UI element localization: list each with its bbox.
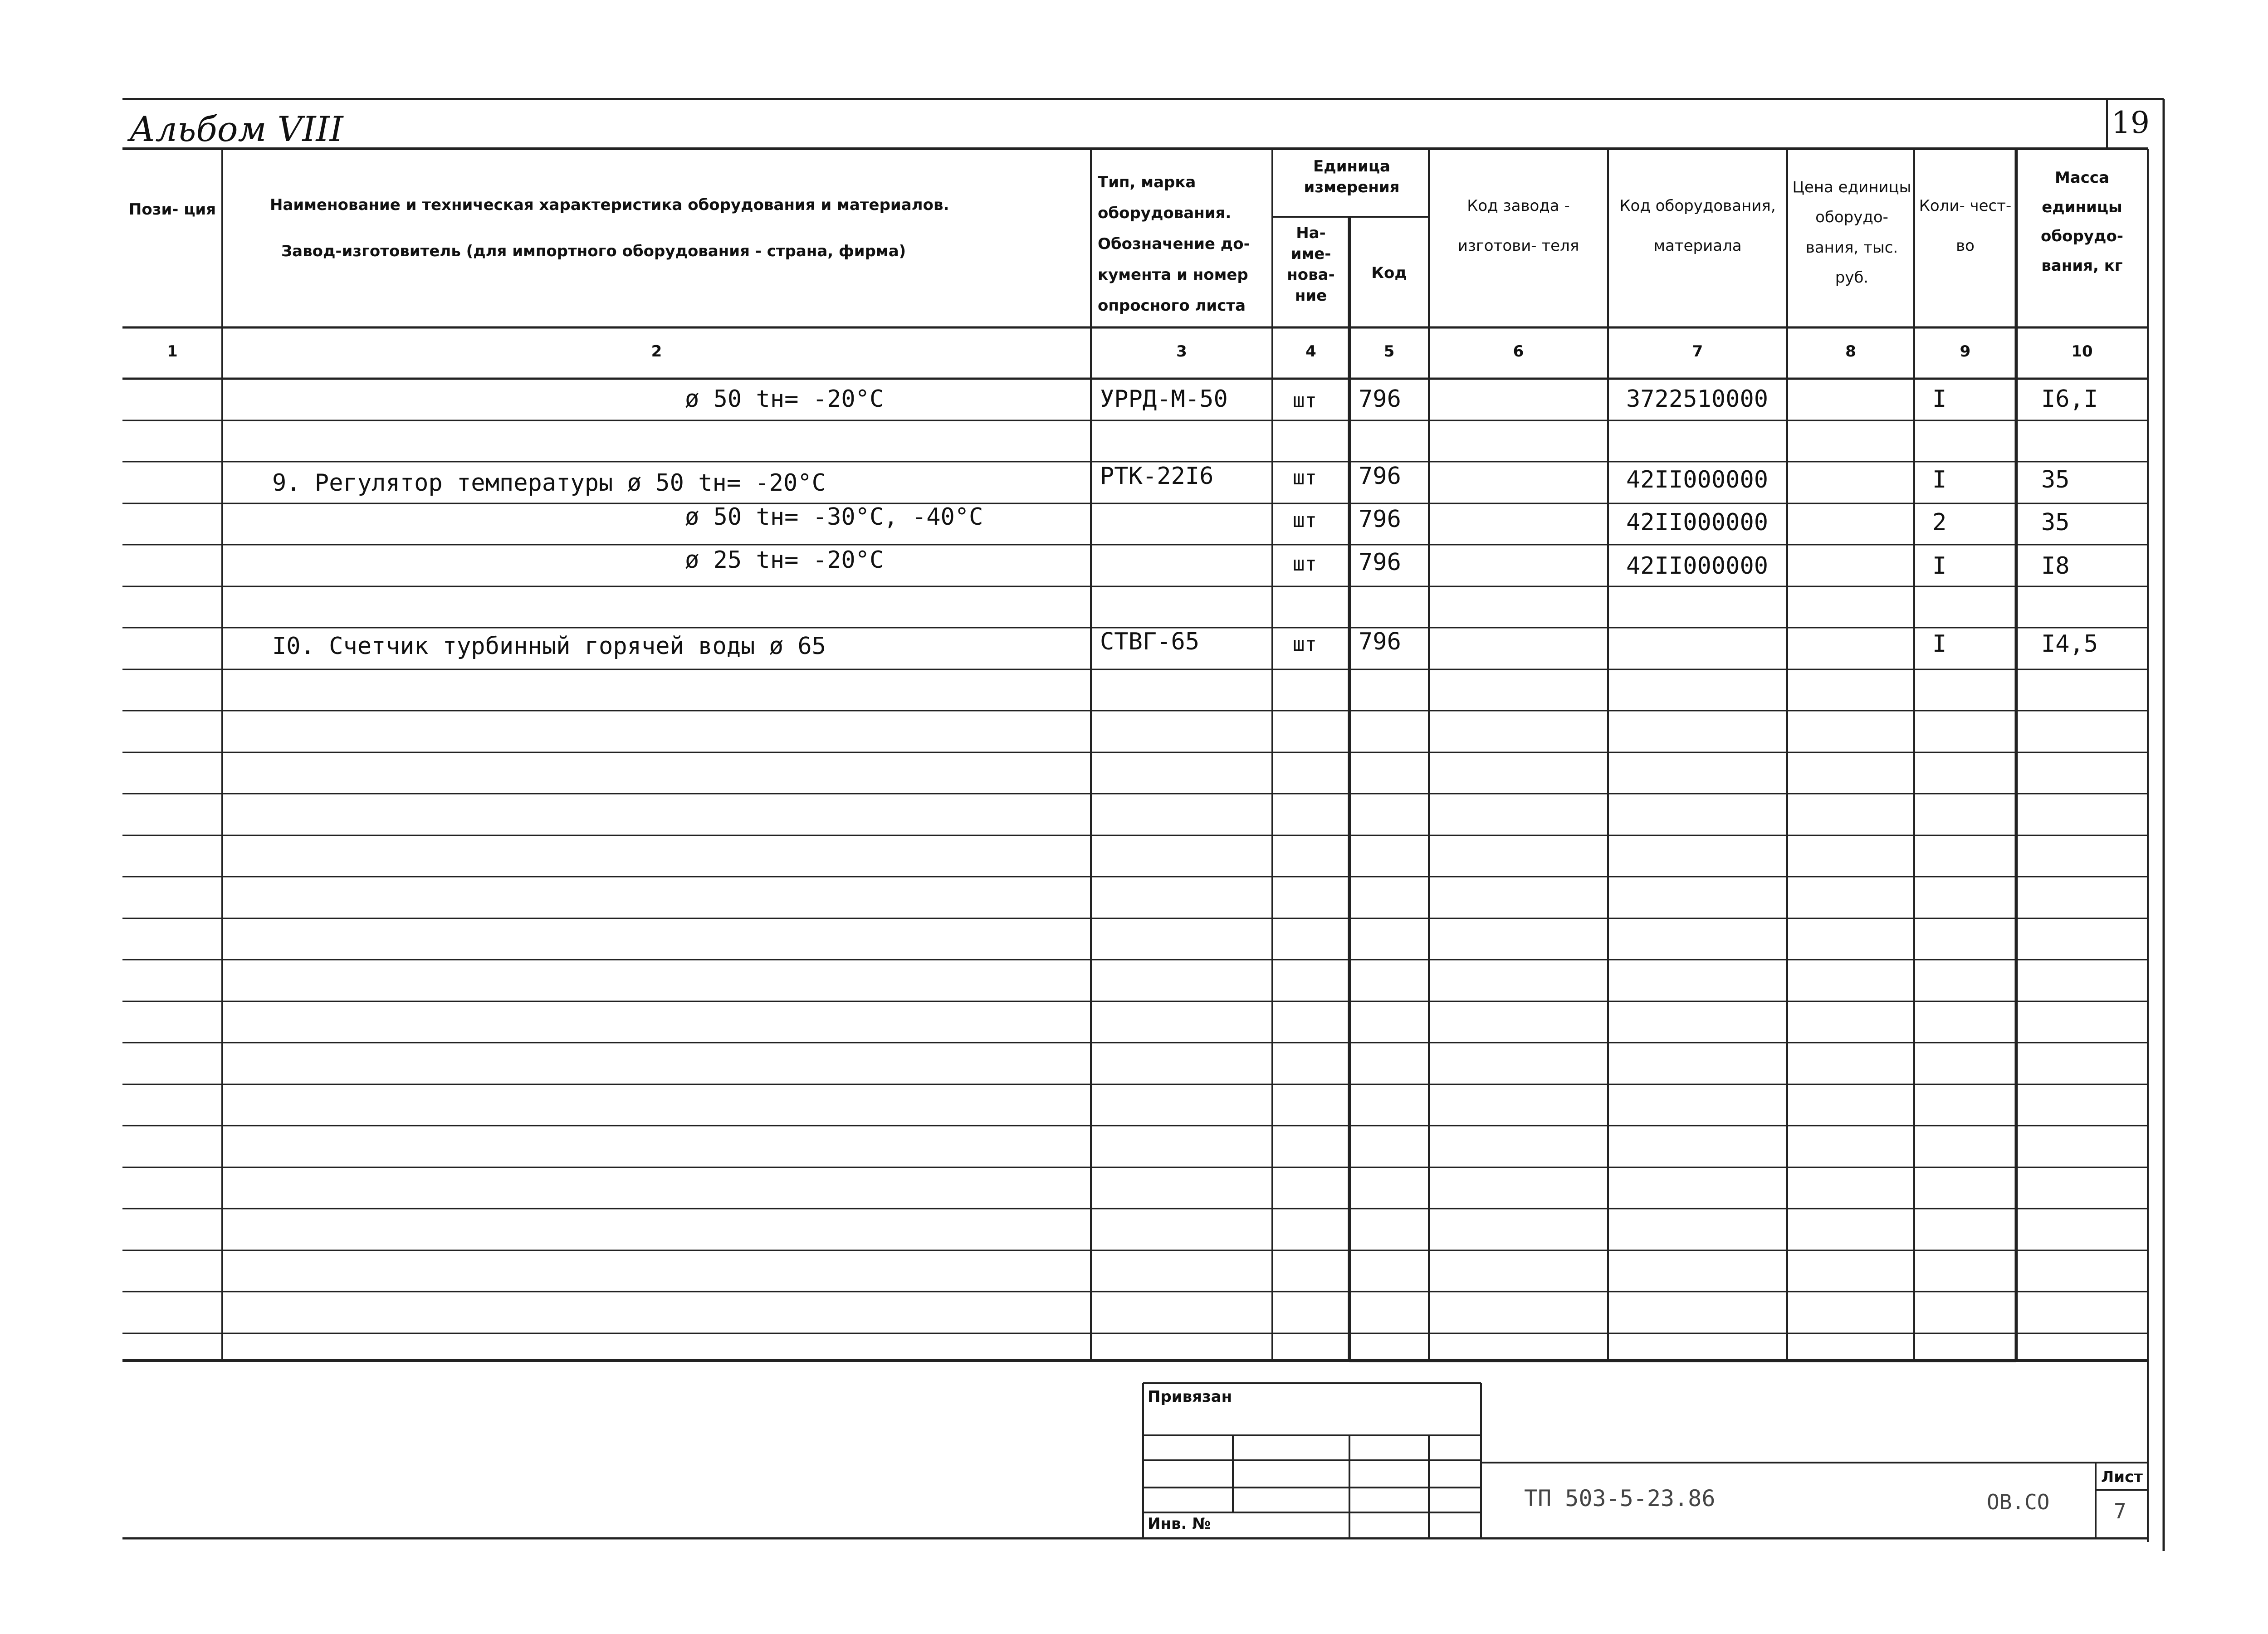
row-2-unit-code: 796 [1359, 463, 1401, 490]
header-factory-code: Код завода - изготови- теля [1457, 197, 1579, 255]
row-3-quantity: 2 [1932, 509, 1947, 536]
row-1-quantity: I [1932, 385, 1947, 413]
row-1-unit: шт [1293, 389, 1317, 412]
row-2-name: 9. Регулятор температуры ø 50 tн= -20°С [272, 469, 826, 497]
header-name-line1: Наименование и техническая характеристика оборудования и материалов. [270, 196, 949, 214]
row-1-mass: I6,I [2041, 385, 2098, 413]
header-position: Пози- ция [128, 200, 216, 219]
row-1-name: ø 50 tн= -20°С [685, 385, 884, 413]
row-5-unit-code: 796 [1359, 628, 1401, 655]
linked-label: Привязан [1148, 1388, 1232, 1406]
column-number: 6 [1513, 342, 1524, 361]
row-3-unit: шт [1293, 509, 1317, 532]
sheet-label: Лист [2101, 1468, 2143, 1486]
section-code: ОВ.СО [1987, 1490, 2050, 1514]
row-5-quantity: I [1932, 630, 1947, 658]
header-mass: Масса единицы оборудо- вания, кг [2041, 169, 2123, 275]
row-2-mass: 35 [2041, 466, 2070, 493]
sheet-number: 19 [2112, 105, 2150, 140]
row-2-unit: шт [1293, 466, 1317, 489]
column-number: 5 [1383, 342, 1395, 361]
row-5-unit: шт [1293, 633, 1317, 656]
header-unit-name: На- име- нова- ние [1287, 224, 1335, 305]
row-1-type: УРРД-М-50 [1100, 385, 1228, 413]
row-4-mass: I8 [2041, 552, 2070, 580]
row-2-type: РТК-22I6 [1100, 463, 1214, 490]
inventory-number-label: Инв. № [1148, 1515, 1211, 1533]
header-type: Тип, марка оборудования. Обозначение до- кумента и номер опросного листа [1098, 173, 1250, 315]
column-number: 7 [1692, 342, 1703, 361]
row-4-unit-code: 796 [1359, 549, 1401, 576]
column-number: 4 [1305, 342, 1316, 361]
row-3-mass: 35 [2041, 509, 2070, 536]
row-3-unit-code: 796 [1359, 506, 1401, 533]
row-4-name: ø 25 tн= -20°С [685, 546, 884, 574]
header-price: Цена единицы оборудо- вания, тыс. руб. [1792, 178, 1911, 287]
column-number: 8 [1845, 342, 1856, 361]
album-title: Альбом VIII [129, 109, 343, 149]
row-3-name: ø 50 tн= -30°С, -40°С [685, 503, 983, 531]
row-1-equipment-code: 3722510000 [1626, 385, 1769, 413]
row-1-unit-code: 796 [1359, 385, 1401, 413]
column-number: 2 [651, 342, 662, 361]
header-quantity: Коли- чест- во [1919, 197, 2012, 255]
row-5-type: СТВГ-65 [1100, 628, 1200, 655]
header-name-line2: Завод-изготовитель (для импортного оборудования - страна, фирма) [281, 242, 906, 260]
column-number: 1 [167, 342, 178, 361]
header-unit-group: Единица измерения [1304, 157, 1400, 196]
column-number: 10 [2071, 342, 2093, 361]
row-2-equipment-code: 42II000000 [1626, 466, 1769, 493]
header-equipment-code: Код оборудования, материала [1619, 197, 1776, 255]
row-4-quantity: I [1932, 552, 1947, 580]
column-number: 3 [1176, 342, 1187, 361]
document-code: ТП 503-5-23.86 [1524, 1485, 1716, 1512]
row-2-quantity: I [1932, 466, 1947, 493]
sheet-value: 7 [2114, 1499, 2126, 1523]
header-unit-code: Код [1371, 264, 1407, 282]
row-5-mass: I4,5 [2041, 630, 2098, 658]
row-3-equipment-code: 42II000000 [1626, 509, 1769, 536]
row-5-name: I0. Счетчик турбинный горячей воды ø 65 [272, 633, 826, 660]
row-4-unit: шт [1293, 552, 1317, 576]
column-number: 9 [1960, 342, 1971, 361]
row-4-equipment-code: 42II000000 [1626, 552, 1769, 580]
